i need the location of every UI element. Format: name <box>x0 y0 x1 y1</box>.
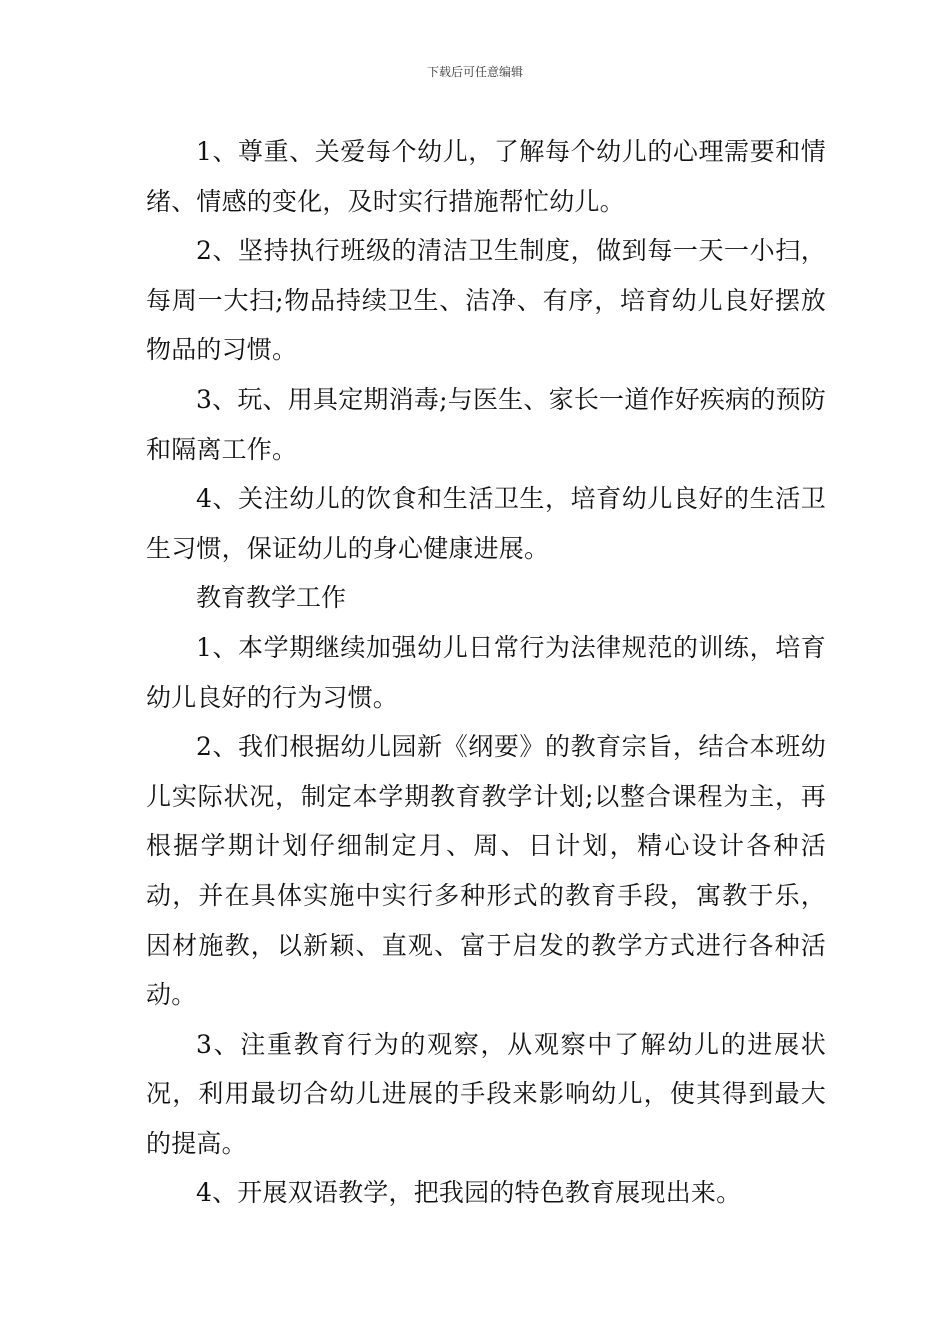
section-heading-teaching: 教育教学工作 <box>196 583 347 613</box>
document-body <box>146 127 826 1218</box>
page-header-note: 下载后可任意编辑 <box>426 65 523 79</box>
paragraph-teaching-3: 3、注重教育行为的观察，从观察中了解幼儿的进展状况，利用最切合幼儿进展的手段来影响幼儿，使其得到最大的提高。 <box>146 1029 826 1158</box>
paragraph-teaching-2: 2、我们根据幼儿园新《纲要》的教育宗旨，结合本班幼儿实际状况，制定本学期教育教学计划;以整合课程为主，再根据学期计划仔细制定月、周、日计划，精心设计各种活动，并在具体实施中实行多种形式的教育手段，寓教于乐，因材施教，以新颖、直观、富于启发的教学方式进行各种活动。 <box>146 732 826 1010</box>
paragraph-teaching-1: 1、本学期继续加强幼儿日常行为法律规范的训练，培育幼儿良好的行为习惯。 <box>146 632 826 712</box>
paragraph-care-1: 1、尊重、关爱每个幼儿，了解每个幼儿的心理需要和情绪、情感的变化，及时实行措施帮忙幼儿。 <box>146 137 826 216</box>
paragraph-care-2: 2、坚持执行班级的清洁卫生制度，做到每一天一小扫，每周一大扫;物品持续卫生、洁净、有序，培育幼儿良好摆放物品的习惯。 <box>146 236 826 365</box>
paragraph-care-3: 3、玩、用具定期消毒;与医生、家长一道作好疾病的预防和隔离工作。 <box>146 384 826 464</box>
paragraph-care-4: 4、关注幼儿的饮食和生活卫生，培育幼儿良好的生活卫生习惯，保证幼儿的身心健康进展。 <box>146 484 826 563</box>
paragraph-teaching-4: 4、开展双语教学，把我园的特色教育展现出来。 <box>196 1178 742 1208</box>
